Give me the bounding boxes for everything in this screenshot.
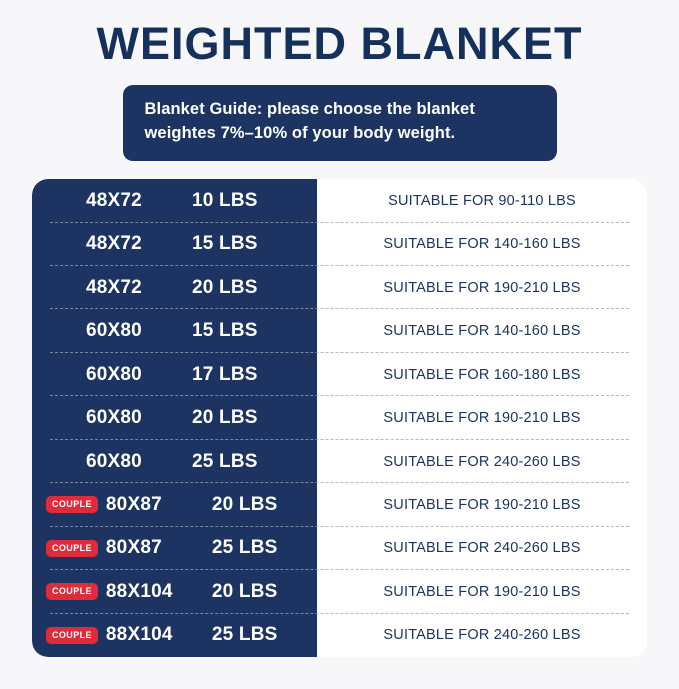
blanket-size: 48X72 (86, 233, 142, 255)
row-suitable-cell: SUITABLE FOR 160-180 LBS (383, 366, 581, 383)
row-suitable-cell: SUITABLE FOR 140-160 LBS (383, 236, 581, 253)
row-suitable-cell: SUITABLE FOR 190-210 LBS (383, 279, 581, 296)
row-suitable-cell: SUITABLE FOR 240-260 LBS (383, 627, 581, 644)
table-row (32, 527, 647, 570)
guide-line-1: Blanket Guide: please choose the blanket (144, 100, 475, 119)
row-size-cell (32, 190, 317, 212)
blanket-size: 80X87 (105, 537, 162, 559)
table-row (32, 266, 647, 309)
row-suitable-cell: SUITABLE FOR 190-210 LBS (383, 496, 581, 513)
blanket-size: 48X72 (86, 276, 142, 298)
table-row (32, 440, 647, 483)
couple-badge: COUPLE (46, 496, 98, 513)
blanket-guide-callout (123, 85, 557, 161)
blanket-size: 60X80 (86, 407, 142, 429)
row-suitable-cell: SUITABLE FOR 190-210 LBS (383, 583, 581, 600)
page-title: WEIGHTED BLANKET (96, 18, 583, 69)
blanket-weight: 10 LBS (192, 189, 258, 211)
row-size-cell (32, 364, 317, 386)
table-row (32, 396, 647, 439)
row-size-cell (32, 624, 317, 646)
blanket-weight: 25 LBS (192, 450, 258, 472)
blanket-size: 88X104 (105, 580, 173, 602)
table-row (32, 353, 647, 396)
blanket-weight: 20 LBS (192, 276, 258, 298)
table-row (32, 179, 647, 222)
couple-badge: COUPLE (46, 540, 98, 557)
blanket-weight: 25 LBS (211, 624, 278, 646)
blanket-weight: 25 LBS (211, 537, 278, 559)
table-row (32, 309, 647, 352)
blanket-size: 60X80 (86, 363, 142, 385)
blanket-weight: 20 LBS (211, 580, 278, 602)
blanket-weight: 20 LBS (192, 407, 258, 429)
table-row (32, 223, 647, 266)
blanket-size: 60X80 (86, 320, 142, 342)
row-size-cell (32, 451, 317, 473)
row-size-cell (32, 407, 317, 429)
guide-line-2: weightes 7%–10% of your body weight. (144, 124, 456, 143)
blanket-weight: 15 LBS (192, 233, 258, 255)
row-size-cell (32, 494, 317, 516)
row-size-cell (32, 233, 317, 255)
table-rows (32, 179, 647, 657)
blanket-size: 48X72 (86, 189, 142, 211)
blanket-weight: 15 LBS (192, 320, 258, 342)
couple-badge: COUPLE (46, 583, 98, 600)
row-size-cell (32, 320, 317, 342)
table-row (32, 614, 647, 657)
row-suitable-cell: SUITABLE FOR 240-260 LBS (383, 453, 581, 470)
blanket-weight: 20 LBS (211, 493, 278, 515)
row-suitable-cell: SUITABLE FOR 190-210 LBS (383, 410, 581, 427)
blanket-size: 88X104 (105, 624, 173, 646)
row-size-cell (32, 581, 317, 603)
blanket-size: 80X87 (105, 493, 162, 515)
blanket-weight: 17 LBS (192, 363, 258, 385)
row-size-cell (32, 277, 317, 299)
table-row (32, 570, 647, 613)
row-size-cell (32, 537, 317, 559)
row-suitable-cell: SUITABLE FOR 90-110 LBS (388, 192, 576, 209)
couple-badge: COUPLE (46, 627, 98, 644)
weighted-blanket-size-guide (0, 20, 679, 689)
size-table (32, 179, 647, 657)
blanket-size: 60X80 (86, 450, 142, 472)
table-row (32, 483, 647, 526)
row-suitable-cell: SUITABLE FOR 140-160 LBS (383, 323, 581, 340)
row-suitable-cell: SUITABLE FOR 240-260 LBS (383, 540, 581, 557)
